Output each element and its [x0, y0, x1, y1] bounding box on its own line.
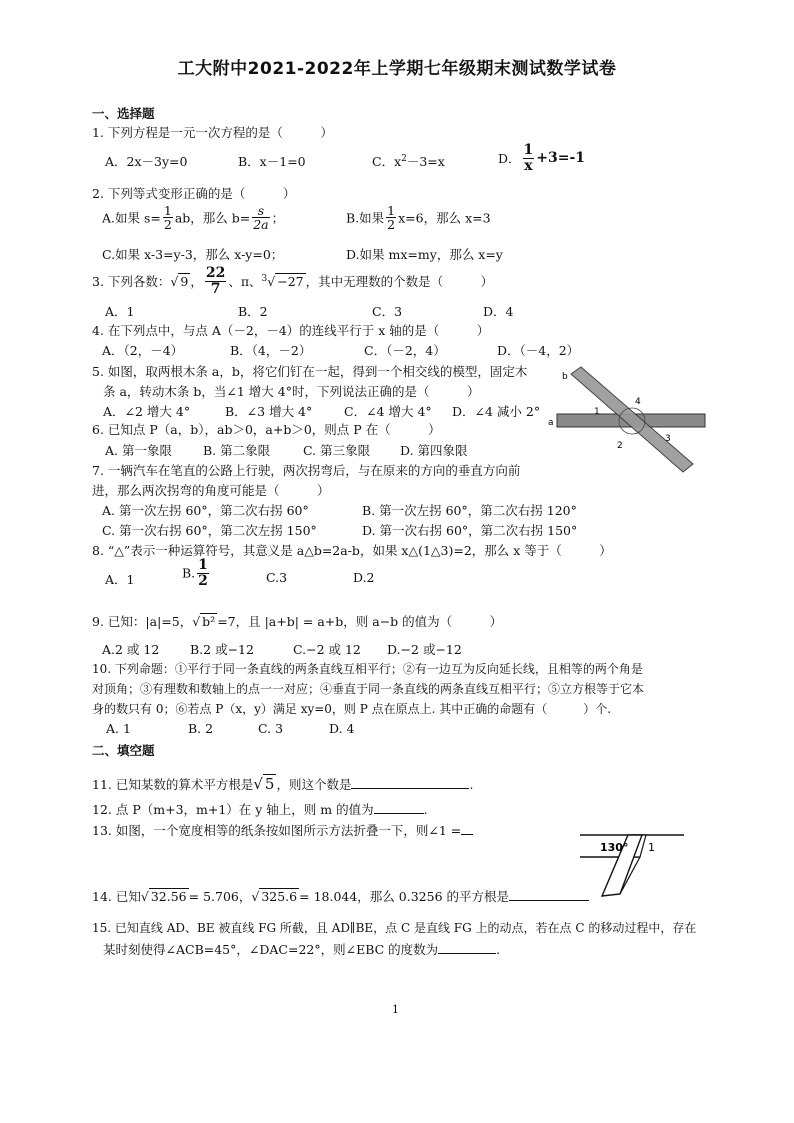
question-4-option-b: B．（4，－2） — [230, 343, 312, 358]
question-12: 12. 点 P（m+3，m+1）在 y 轴上，则 m 的值为 . — [92, 802, 428, 817]
crossed-sticks-figure — [545, 362, 710, 482]
question-7-line-1: 7. 一辆汽车在笔直的公路上行驶，两次拐弯后，与在原来的方向的垂直方向前 — [92, 463, 521, 478]
question-8-option-d: D.2 — [353, 570, 375, 585]
question-14: 14. 已知√ 32.56 = 5.706，√ 325.6 = 18.044，那么 0.3256 的平方根是 — [92, 887, 589, 905]
question-3-option-b: B．2 — [238, 304, 268, 319]
question-5-line-1: 5. 如图，取两根木条 a，b，将它们钉在一起，得到一个相交线的模型，固定木 — [92, 364, 528, 379]
question-10-line-1: 10. 下列命题：①平行于同一条直线的两条直线互相平行；②有一边互为反向延长线，且相等的两个角是 — [92, 662, 643, 676]
answer-blank-12[interactable] — [374, 801, 424, 814]
question-10-option-c: C. 3 — [258, 721, 284, 736]
question-8-option-a: A．1 — [105, 572, 135, 587]
question-10-line-3: 身的数只有 0；⑥若点 P（x，y）满足 xy=0，则 P 点在原点上. 其中正确的命题有（ ）个. — [92, 702, 612, 716]
question-2-option-a: A.如果 s= $\frac{1}{2}$ ab，那么 b= $\frac{s}{2a}$ ； — [102, 203, 285, 233]
question-5-option-c: C．∠4 增大 4° — [344, 404, 432, 419]
question-10-option-b: B. 2 — [188, 721, 214, 736]
question-13: 13. 如图，一个宽度相等的纸条按如图所示方法折叠一下，则∠1 = — [92, 821, 473, 839]
question-9-option-c: C.−2 或 12 — [293, 642, 361, 657]
question-2-option-d: D.如果 mx=my，那么 x=y — [346, 247, 503, 262]
question-7-line-2: 进，那么两次拐弯的角度可能是（ ） — [92, 483, 330, 498]
fig-label-4: 4 — [635, 397, 641, 407]
answer-blank-15[interactable] — [438, 941, 496, 954]
question-7-option-c: C. 第一次右拐 60°，第二次左拐 150° — [102, 523, 317, 538]
question-10-option-a: A. 1 — [106, 721, 131, 736]
fig-angle-130: 130° — [600, 841, 629, 854]
answer-blank-14[interactable] — [509, 888, 589, 901]
question-9-stem: 9. 已知：|a|=5，√ b² =7，且 |a+b| = a+b，则 a−b 的值为（ ） — [92, 614, 503, 629]
question-6-option-c: C. 第三象限 — [303, 443, 371, 458]
answer-blank-13[interactable] — [461, 822, 473, 835]
fig-angle-1: 1 — [648, 841, 655, 854]
section-heading-fill-blank: 二、填空题 — [92, 743, 155, 758]
question-8-stem: 8. “△”表示一种运算符号，其意义是 a△b=2a-b，如果 x△(1△3)=2，那么 x 等于（ ） — [92, 543, 612, 558]
question-9-option-b: B.2 或−12 — [190, 642, 254, 657]
question-4-option-a: A．（2，－4） — [102, 343, 184, 358]
fig-label-1: 1 — [594, 407, 600, 417]
question-11: 11. 已知某数的算术平方根是√ 5 ，则这个数是 . — [92, 775, 474, 793]
question-1-option-b: B．x－1=0 — [238, 154, 306, 169]
fig-label-a: a — [548, 418, 554, 428]
question-2-option-c: C.如果 x-3=y-3，那么 x-y=0； — [102, 247, 284, 262]
question-7-option-a: A. 第一次左拐 60°，第二次右拐 60° — [102, 503, 309, 518]
fig-label-2: 2 — [617, 441, 623, 451]
question-3-option-d: D．4 — [483, 304, 514, 319]
folded-strip-figure — [578, 832, 696, 902]
question-10-option-d: D. 4 — [329, 721, 355, 736]
question-7-option-b: B. 第一次左拐 60°，第二次右拐 120° — [362, 503, 577, 518]
question-6-stem: 6. 已知点 P（a，b），ab＞0，a+b＞0，则点 P 在（ ） — [92, 422, 441, 437]
question-1-option-d: D． $\frac{1}{x}$ +3=-1 — [498, 142, 586, 174]
question-9-option-a: A.2 或 12 — [102, 642, 160, 657]
question-2-stem: 2. 下列等式变形正确的是（ ） — [92, 186, 296, 201]
question-3-option-c: C．3 — [372, 304, 403, 319]
page-title: 工大附中2021-2022年上学期七年级期末测试数学试卷 — [177, 59, 617, 79]
question-5-option-d: D．∠4 减小 2° — [452, 404, 541, 419]
question-8-option-b: B. $\frac{1}{2}$ — [182, 557, 208, 589]
section-heading-choice: 一、选择题 — [92, 106, 155, 121]
question-4-option-d: D．（－4，2） — [497, 343, 580, 358]
question-6-option-b: B. 第二象限 — [203, 443, 271, 458]
question-6-option-d: D. 第四象限 — [400, 443, 468, 458]
question-5-option-b: B．∠3 增大 4° — [225, 404, 313, 419]
question-4-option-c: C．（－2，4） — [364, 343, 446, 358]
question-3-option-a: A．1 — [105, 304, 135, 319]
answer-blank-11[interactable] — [351, 776, 469, 789]
question-1-option-c: C．$x^2-3=x$ — [372, 153, 445, 169]
question-15-line-2: 某时刻使得∠ACB=45°，∠DAC=22°，则∠EBC 的度数为 . — [103, 942, 501, 957]
question-6-option-a: A. 第一象限 — [105, 443, 172, 458]
question-1-option-a: A．2x－3y=0 — [105, 154, 188, 169]
question-5-option-a: A．∠2 增大 4° — [103, 404, 191, 419]
question-8-option-c: C.3 — [266, 570, 288, 585]
question-7-option-d: D. 第一次右拐 60°，第二次右拐 150° — [362, 523, 578, 538]
question-3-stem: 3. 下列各数：√ 9 ， $\frac{22}{7}$ 、π、$^3$√ −27 ，其中无理数的个数是（ ） — [92, 265, 494, 297]
question-15-line-1: 15. 已知直线 AD、BE 被直线 FG 所截，且 AD∥BE，点 C 是直线 FG 上的动点，若在点 C 的移动过程中，存在 — [92, 921, 697, 935]
question-1-stem: 1. 下列方程是一元一次方程的是（ ） — [92, 125, 333, 140]
question-10-line-2: 对顶角；③有理数和数轴上的点一一对应；④垂直于同一条直线的两条直线互相平行；⑤立方根等于它本 — [92, 682, 645, 696]
question-5-line-2: 条 a，转动木条 b，当∠1 增大 4°时，下列说法正确的是（ ） — [103, 384, 480, 399]
question-2-option-b: B.如果 $\frac{1}{2}$ x=6，那么 x=3 — [346, 203, 491, 233]
question-9-option-d: D.−2 或−12 — [387, 642, 462, 657]
question-4-stem: 4. 在下列点中，与点 A（－2，－4）的连线平行于 x 轴的是（ ） — [92, 323, 490, 338]
fig-label-b: b — [562, 372, 568, 382]
fig-label-3: 3 — [665, 434, 671, 444]
page-number: 1 — [392, 1003, 399, 1016]
